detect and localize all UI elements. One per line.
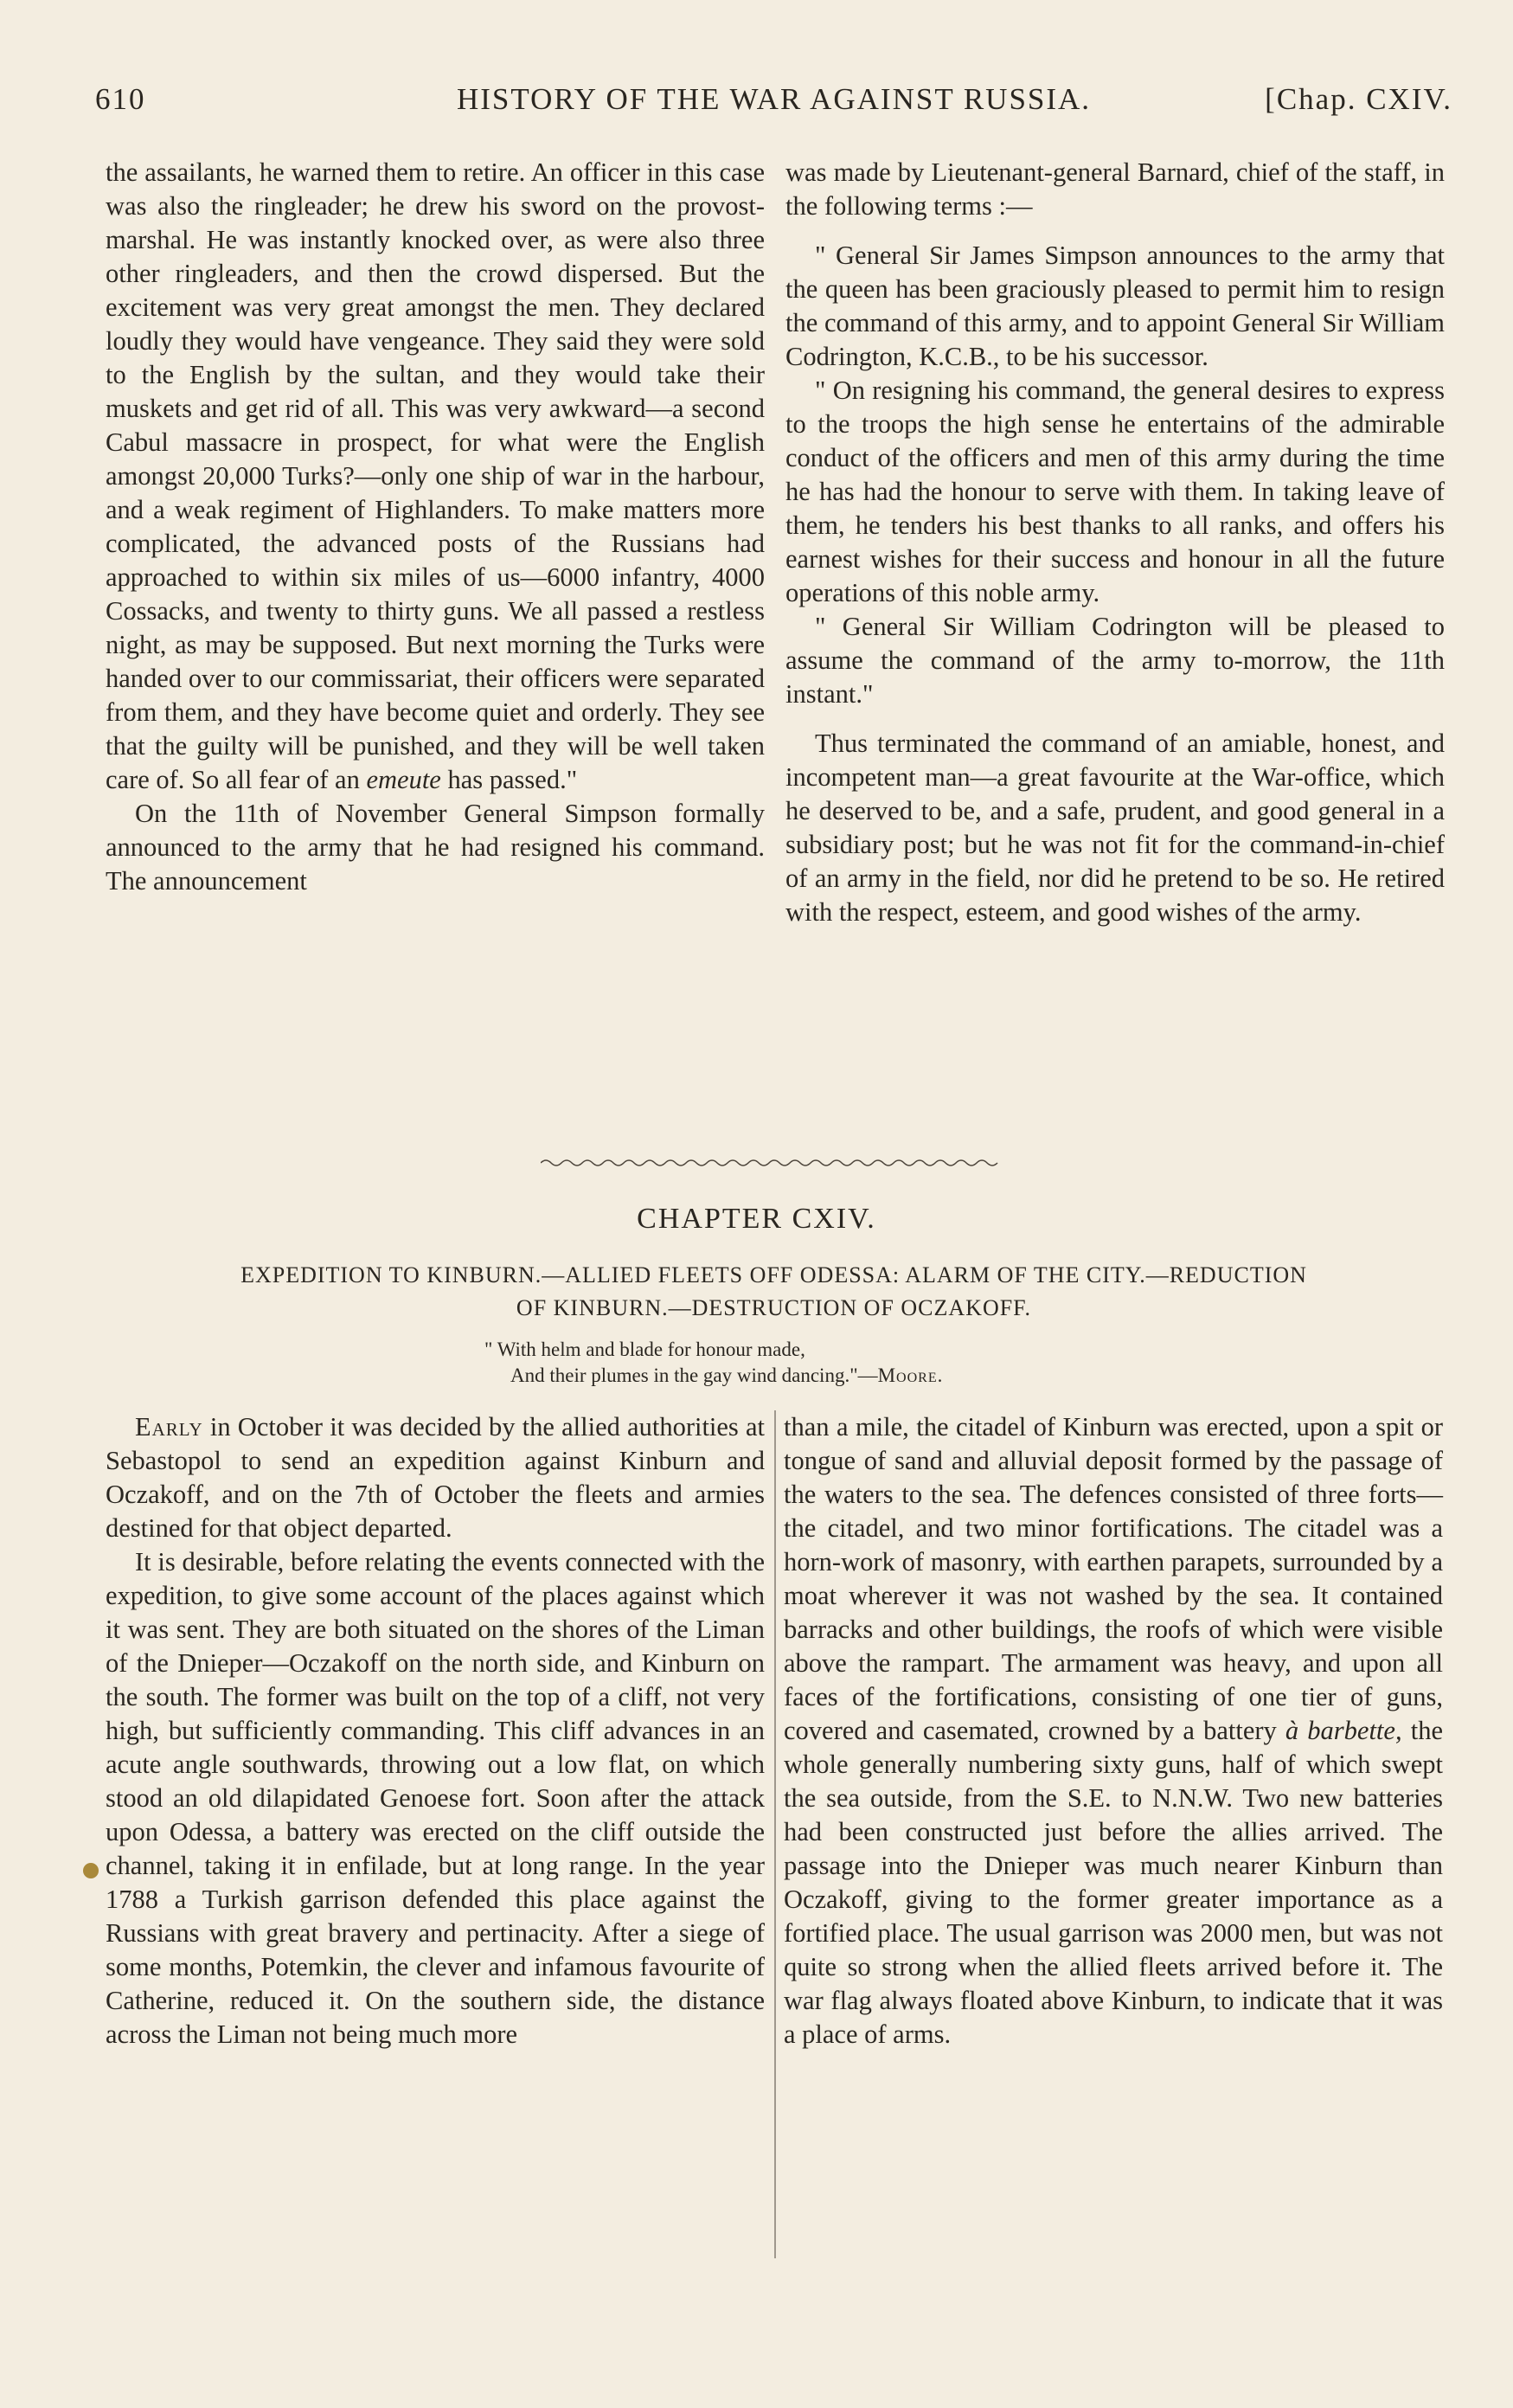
paragraph: [784, 1410, 1443, 2052]
paragraph: It is desirable, before relating the events connected with the expedition, to give some account of the places against which it was sent. They are both situated on the shores of the Liman of the Dnieper—Oczakoff on the north side, and Kinburn on the south. The former was built on the top of a cliff, not very high, but sufficiently commanding. This cliff advances in an acute angle southwards, throwing out a low flat, on which stood an old dilapidated Genoese fort. Soon after the attack upon Odessa, a battery was erected on the cliff outside the channel, taking it in enfilade, but at long range. In the year 1788 a Turkish garrison defended this place against the Russians with great bravery and pertinacity. After a siege of some months, Potemkin, the clever and infamous favourite of Catherine, reduced it. On the southern side, the distance across the Liman not being much more: [106, 1547, 765, 2049]
top-right-column: [785, 156, 1445, 929]
italic-word: emeute: [366, 765, 441, 794]
italic-phrase: à barbette,: [1285, 1716, 1402, 1745]
chapter-synopsis: [95, 1259, 1452, 1325]
chapter-reference: [Chap. CXIV.: [1265, 82, 1452, 116]
paragraph-text: the assailants, he warned them to retire. An officer in this case was also the ringleader; he drew his sword on the provost-marshal. He was instantly knocked over, as were also three other ringleaders, and then the crowd dispersed. But the excitement was very great amongst the men. They declared loudly they would have vengeance. They said they were sold to the English by the sultan, and they would take their muskets and get rid of all. This was very awkward—a second Cabul massacre in prospect, for what were the English amongst 20,000 Turks?—only one ship of war in the harbour, and a weak regiment of Highlanders. To make matters more complicated, the advanced posts of the Russians had approached to within six miles of us—6000 infantry, 4000 Cossacks, and twenty to thirty guns. We all passed a restless night, as may be supposed. But next morning the Turks were handed over to our commissariat, their officers were separated from them, and they have become quiet and orderly. They see that the guilty will be punished, and they will be well taken care of. So all fear of an: [106, 157, 765, 794]
bottom-right-column: [784, 1410, 1443, 2052]
paragraph: Thus terminated the command of an amiable, honest, and incompetent man—a great favourite at the War-office, which he deserved to be, and a safe, prudent, and good general in a subsidiary post; but he was not fit for the command-in-chief of an army in the field, nor did he pretend to be so. He retired with the respect, esteem, and good wishes of the army.: [785, 729, 1445, 927]
column-divider: [774, 1410, 776, 2258]
paragraph: [106, 156, 765, 797]
top-left-column: [106, 156, 765, 898]
epigraph-author: Moore.: [877, 1365, 944, 1386]
paragraph: On the 11th of November General Simpson formally announced to the army that he had resigned his command. The announcement: [106, 799, 765, 896]
margin-mark: [83, 1863, 99, 1878]
paragraph-text: than a mile, the citadel of Kinburn was erected, upon a spit or tongue of sand and alluvial deposit formed by the passage of the waters to the sea. The defences consisted of three forts—the citadel, and two minor fortifications. The citadel was a horn-work of masonry, with earthen parapets, surrounded by a moat wherever it was not washed by the sea. It contained barracks and other buildings, the roofs of which were visible above the rampart. The armament was heavy, and upon all faces of the fortifications, consisting of one tier of guns, covered and casemated, crowned by a battery: [784, 1412, 1443, 1745]
synopsis-line: OF KINBURN.—DESTRUCTION OF OCZAKOFF.: [516, 1295, 1032, 1320]
epigraph-line: [484, 1363, 943, 1389]
page-number: 610: [95, 82, 146, 116]
chapter-title: CHAPTER CXIV.: [637, 1203, 876, 1235]
paragraph-text: has passed.": [440, 765, 578, 794]
bottom-left-column: [106, 1410, 765, 2052]
paragraph: [106, 1410, 765, 1545]
quoted-paragraph: " General Sir William Codrington will be pleased to assume the command of the army to-morrow, the 11th instant.": [785, 612, 1445, 709]
paragraph: was made by Lieutenant-general Barnard, chief of the staff, in the following terms :—: [785, 157, 1445, 221]
quoted-paragraph: " On resigning his command, the general desires to express to the troops the high sense he entertains of the admirable conduct of the officers and men of this army during the time he has had the honour to serve with them. In taking leave of them, he tenders his best thanks to all ranks, and offers his earnest wishes for their success and honour in all the future operations of this noble army.: [785, 376, 1445, 607]
epigraph-line: " With helm and blade for honour made,: [484, 1339, 805, 1360]
quoted-paragraph: " General Sir James Simpson announces to the army that the queen has been graciously pleased to permit him to resign the command of this army, and to appoint General Sir William Codrington, K.C.B., to be his successor.: [785, 241, 1445, 371]
paragraph-text: in October it was decided by the allied authorities at Sebastopol to send an expedition against Kinburn and Oczakoff, and on the 7th of October the fleets and armies destined for that object departed.: [106, 1412, 765, 1543]
page-header: [95, 82, 1452, 125]
running-title: HISTORY OF THE WAR AGAINST RUSSIA.: [456, 82, 1092, 116]
epigraph-text: And their plumes in the gay wind dancing."—: [510, 1365, 878, 1386]
epigraph: [484, 1337, 943, 1389]
decorative-wavy-rule: [541, 1156, 999, 1170]
synopsis-line: EXPEDITION TO KINBURN.—ALLIED FLEETS OFF ODESSA: ALARM OF THE CITY.—REDUCTION: [240, 1262, 1307, 1287]
opening-word: Early: [135, 1412, 203, 1442]
paragraph-text: the whole generally numbering sixty guns, half of which swept the sea outside, from the S.E. to N.N.W. Two new batteries had been constructed just before the allies arrived. The passage into the Dnieper was much nearer Kinburn than Oczakoff, giving to the former greater importance as a fortified place. The usual garrison was 2000 men, but was not quite so strong when the allied fleets arrived before it. The war flag always floated above Kinburn, to indicate that it was a place of arms.: [784, 1716, 1443, 2049]
